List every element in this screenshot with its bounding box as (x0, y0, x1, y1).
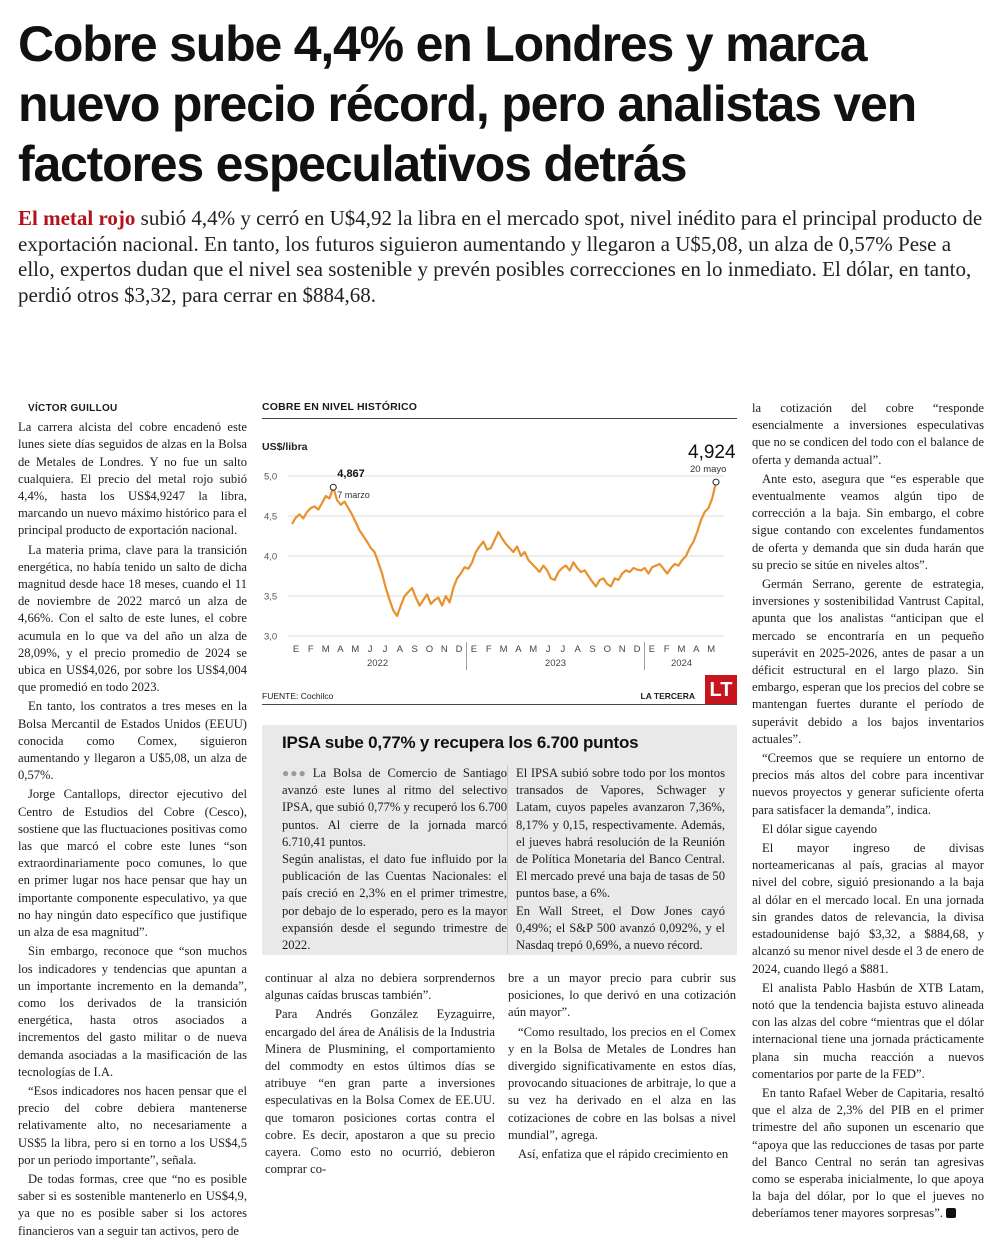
chart-source: FUENTE: Cochilco (262, 691, 334, 701)
x-tick-label: F (663, 644, 670, 655)
x-tick-label: M (677, 644, 686, 655)
x-tick-label: E (470, 644, 478, 655)
paragraph: Ante esto, asegura que “es esperable que eventualmente veamos algún tipo de corrección a la baja. Sin embargo, el cobre sigue contando con excelentes fundamentos de oferta y demanda que sin duda harán que su precio se sitúe en niveles altos”. (752, 471, 984, 572)
x-tick-label: F (485, 644, 492, 655)
paragraph: Según analistas, el dato fue influido por la publicación de las Cuentas Nacionales: el país creció en 2,3% en el primer trimestre, por debajo de lo esperado, pero es la mayor expansión desde el segundo trimestre de 2022. (282, 852, 507, 953)
x-tick-label: J (545, 644, 551, 655)
column-4 (752, 400, 984, 1225)
paragraph: En Wall Street, el Dow Jones cayó 0,49%; el S&P 500 avanzó 0,092%, y el Nasdaq trepó 0,69%, a nuevo récord. (516, 903, 725, 953)
ipsa-column-left (282, 765, 507, 954)
x-tick-label: J (560, 644, 566, 655)
paragraph: El mayor ingreso de divisas norteamericanas al país, gracias al mayor nivel del cobre, siguió presionando a la baja al dólar en el mercado local. En una jornada sin grandes datos de relevancia, la divisa estadounidense bajó $3,32, a $884,68, y alcanzó su menor nivel desde el 3 de enero de 2024, cuando llegó a $881. (752, 841, 984, 976)
paragraph: De todas formas, cree que “no es posible saber si es sostenible mantenerlo en US$4,9, ya que no es posible saber si los actores financieros van a seguir tan activos, pero de (18, 1171, 247, 1238)
end-mark-icon (946, 1208, 956, 1218)
x-tick-label: N (618, 644, 626, 655)
year-label: 2022 (366, 658, 389, 669)
annotation-date: 7 marzo (337, 490, 370, 501)
x-tick-label: N (440, 644, 448, 655)
x-tick-label: M (499, 644, 508, 655)
ipsa-column-right (507, 765, 725, 954)
headline: Cobre sube 4,4% en Londres y marca nuevo precio récord, pero analistas ven factores especulativos detrás (18, 16, 916, 192)
paragraph: Así, enfatiza que el rápido crecimiento en (518, 1147, 729, 1162)
x-tick-label: F (307, 644, 314, 655)
paragraph: continuar al alza no debiera sorprendernos algunas caídas bruscas también”. (265, 971, 495, 1003)
paragraph: Sin embargo, reconoce que “son muchos los indicadores y tendencias que apuntan a un importante incremento en la demanda”, como los derivados de la transición energética, hasta otros asociados a incrementos del gasto militar o de nueva demanda asociadas a la masificación de las tecnologías de I.A. (18, 944, 247, 1079)
year-label: 2024 (670, 658, 693, 669)
dots-icon: ●●● (282, 766, 307, 780)
lede-kicker: El metal rojo (18, 206, 136, 230)
y-tick-label: 5,0 (264, 471, 278, 483)
paragraph: Jorge Cantallops, director ejecutivo del Centro de Estudios del Cobre (Cesco), sostiene que las fluctuaciones positivas como las que marcó el cobre este lunes “son extraordinariamente poco comunes, lo que en primer lugar nos hace pensar que hay un importante componente especulativo, ya que no hay ningún dato específico que justifique un alza de esa magnitud”. (18, 787, 247, 940)
paragraph: La carrera alcista del cobre encadenó este lunes siete días seguidos de alzas en la Bolsa de Metales de Londres. Y no fue un salto cualquiera. El precio del metal rojo subió 4,4%, hasta los US$4,9247 la libra, marcando un nuevo máximo histórico para el principal producto de exportación nacional. (18, 420, 247, 538)
y-tick-label: 3,5 (264, 591, 278, 603)
ipsa-box (262, 725, 737, 955)
la-tercera-logo: LT (705, 675, 737, 705)
paragraph: “Como resultado, los precios en el Comex y en la Bolsa de Metales de Londres han divergido significativamente en estos días, provocando situaciones de arbitraje, lo que a su vez ha derivado en el alza en las cotizaciones de cobre en las bolsas a nivel mundial”, agrega. (508, 1024, 736, 1142)
paragraph: El analista Pablo Hasbún de XTB Latam, notó que la tendencia bajista estuvo alineada con las alzas del cobre “mientras que el dólar internacional tiene una jornada prácticamente plana sin mucha reacción a nuevos comentarios por parte de la FED”. (752, 980, 984, 1081)
y-tick-label: 4,0 (264, 551, 278, 563)
x-tick-label: J (367, 644, 373, 655)
x-tick-label: M (529, 644, 538, 655)
x-tick-label: A (396, 644, 403, 655)
copper-chart (262, 398, 737, 710)
chart-top-rule (262, 418, 737, 419)
column-3 (508, 970, 736, 1165)
chart-plot (262, 420, 737, 688)
paragraph: El IPSA subió sobre todo por los montos transados de Vapores, Schwager y Latam, cuyos papeles avanzaron 7,36%, 8,17% y 0,15, respectivamente. Además, el jueves habrá resolución de la Reunión de Política Monetaria del Banco Central. El mercado prevé una baja de tasas de 50 puntos base, a 6%. (516, 766, 725, 901)
column-1 (18, 400, 247, 1242)
chart-title: COBRE EN NIVEL HISTÓRICO (262, 401, 418, 413)
chart-brand: LA TERCERA (640, 691, 695, 701)
paragraph: En tanto Rafael Weber de Capitaria, resaltó que el alza de 2,3% del PIB en el primer trimestre del año suponen un escenario que “apoya que las reducciones de tasas por parte del Banco Central no serán tan agresivas como se esperaba inicialmente, lo que apoya la baja del dólar, por lo que el jueves no deberíamos tener mayores sorpresas”. (752, 1085, 984, 1221)
paragraph: Germán Serrano, gerente de estrategia, inversiones y sostenibilidad Vantrust Capital, apunta que los analistas “anticipan que el mercado se encontraría en un pequeño superávit en 2025-2026, antes de pasar a un déficit estructural en el largo plazo. Sin embargo, esperan que los precios del cobre se mantengan fuertes durante el período de superávit debido a los bajos inventarios actuales”. (752, 577, 984, 746)
annotation-marker (330, 484, 336, 490)
paragraph: Para Andrés González Eyzaguirre, encargado del área de Análisis de la Industria Minera de Plusmining, el comportamiento del commodty en estos últimos días se atribuye “en gran parte a inversiones especulativas en la Bolsa Comex de EE.UU. que tomaron posiciones cortas contra el cobre. Es decir, apostaron a que su precio cayera. Como esto no ocurrió, debieron comprar co- (265, 1007, 495, 1177)
column-2 (265, 970, 495, 1180)
subheading: El dólar sigue cayendo (762, 821, 878, 836)
x-tick-label: D (455, 644, 463, 655)
x-tick-label: E (648, 644, 656, 655)
x-tick-label: M (351, 644, 360, 655)
x-tick-label: S (589, 644, 596, 655)
x-tick-label: A (515, 644, 522, 655)
y-tick-label: 3,0 (264, 631, 278, 643)
x-tick-label: A (693, 644, 700, 655)
annotation-value: 4,924 (688, 442, 736, 464)
paragraph: ●●● La Bolsa de Comercio de Santiago avanzó este lunes al ritmo del selectivo IPSA, que subió 0,77% y recuperó los 6.700 puntos. Al cierre de la jornada marcó 6.710,41 puntos. (282, 766, 507, 849)
x-tick-label: M (321, 644, 330, 655)
chart-bottom-rule (262, 704, 737, 705)
paragraph: “Creemos que se requiere un entorno de precios más altos del cobre para incentivar nuevos proyectos y generar suficiente oferta para satisfacer la demanda”, indica. (752, 751, 984, 817)
paragraph: bre a un mayor precio para cubrir sus posiciones, lo que derivó en una cotización aún mayor”. (508, 971, 736, 1020)
annotation-date: 20 mayo (690, 464, 727, 476)
ipsa-title: IPSA sube 0,77% y recupera los 6.700 puntos (282, 733, 639, 752)
x-tick-label: O (425, 644, 434, 655)
paragraph: “Esos indicadores nos hacen pensar que el precio del cobre debiera mantenerse relativamente alto, no necesariamente a US$5 la libra, pero si en torno a los US$4,5 por un periodo importante”, señala. (18, 1083, 247, 1167)
byline: VÍCTOR GUILLOU (28, 403, 118, 414)
x-tick-label: S (411, 644, 418, 655)
x-tick-label: A (574, 644, 581, 655)
x-tick-label: D (633, 644, 641, 655)
paragraph: En tanto, los contratos a tres meses en la Bolsa Mercantil de Estados Unidos (EEUU) conocida como Comex, siguieron aumentando y llegaron a U$5,08, un alza de 0,57%. (18, 699, 247, 783)
lede (18, 206, 983, 308)
x-tick-label: M (707, 644, 716, 655)
y-axis-label: US$/libra (262, 441, 308, 453)
y-tick-label: 4,5 (264, 511, 278, 523)
x-tick-label: A (337, 644, 344, 655)
annotation-marker (713, 479, 719, 485)
year-label: 2023 (544, 658, 567, 669)
paragraph: La materia prima, clave para la transición energética, no había tenido un salto de dicha magnitud desde hace 18 meses, cuando el 11 de noviembre de 2022 marcó un alza de 4,66%. Con el salto de este lunes, el cobre acumula en lo que va del año un alza de 28,09%, y el precio promedio de 2024 se ubica en US$4,026, por sobre los US$4,004 que promedió en todo 2023. (18, 542, 247, 695)
x-tick-label: J (382, 644, 388, 655)
lede-text: subió 4,4% y cerró en U$4,92 la libra en el mercado spot, nivel inédito para el principal producto de exportación nacional. En tanto, los futuros siguieron aumentando y llegaron a U$5,08, un alza de 0,57% Pese a ello, expertos dudan que el nivel sea sostenible y prevén posibles correcciones en lo inmediato. El dólar, en tanto, perdió otros $3,32, para cerrar en $884,68. (18, 206, 983, 307)
x-tick-label: E (292, 644, 300, 655)
annotation-value: 4,867 (337, 468, 365, 481)
paragraph: la cotización del cobre “responde esencialmente a inversiones especulativas que no se condicen del todo con el balance de oferta y demanda actual”. (752, 401, 984, 467)
x-tick-label: O (603, 644, 612, 655)
